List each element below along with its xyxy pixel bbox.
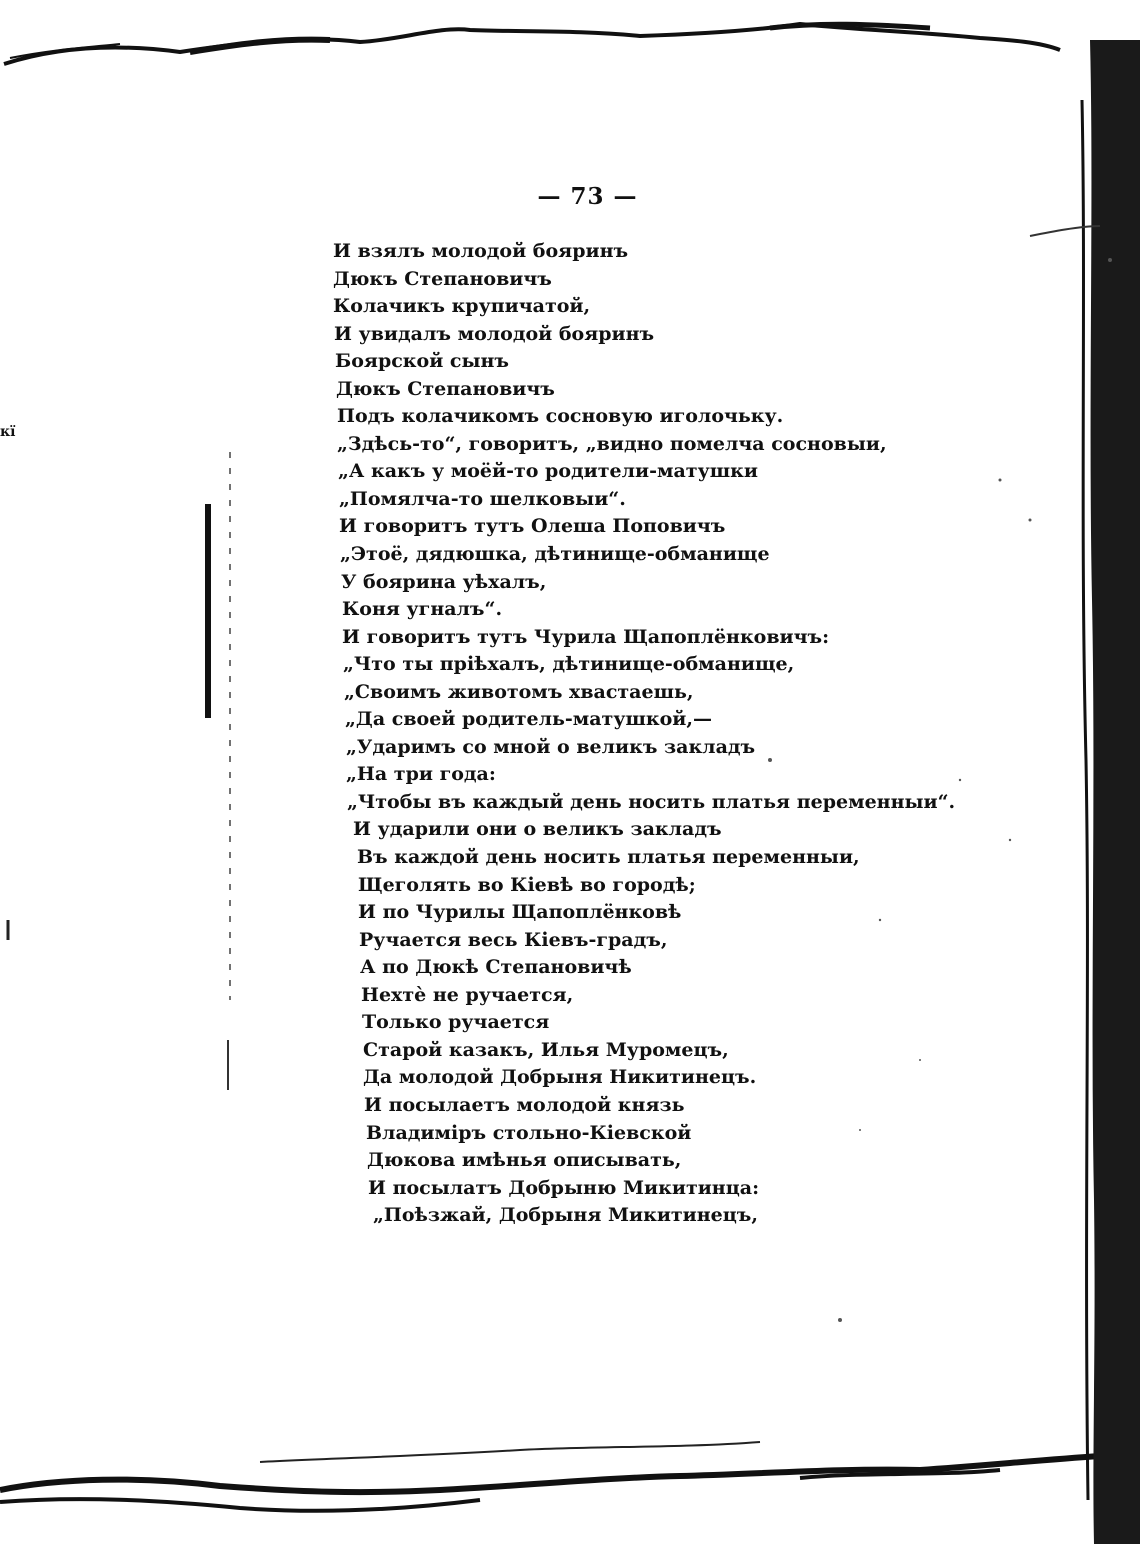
verse-line: „Ударимъ со мной о великъ закладъ [346,735,756,758]
poem-text [333,238,955,1230]
verse-line: „Поѣзжай, Добрыня Микитинецъ, [373,1204,759,1227]
verse-line: „Чтобы въ каждый день носить платья переменныи“. [347,790,956,813]
verse-line: И посылаетъ молодой князь [364,1093,685,1116]
verse-line: Дюкова имѣнья описывать, [367,1149,682,1172]
verse-line: „А какъ у моёй-то родители-матушки [338,460,758,483]
verse-line: Коня угналъ“. [342,598,503,621]
verse-line: „Здѣсь-то“, говоритъ, „видно помелча сосновыи, [337,432,887,455]
verse-line: И говоритъ тутъ Олеша Поповичъ [339,515,726,538]
verse-line: Боярской сынъ [335,350,509,373]
verse-line: Колачикъ крупичатой, [333,295,591,318]
verse-line: И ударили они о великъ закладъ [353,818,722,841]
page-number: — 73 — [537,183,638,210]
verse-line: И взялъ молодой бояринъ [333,240,629,262]
verse-line: „На три года: [346,763,496,786]
verse-line: Въ каждой день носить платья переменныи, [357,846,860,869]
verse-line: „Да своей родитель-матушкой,— [345,708,713,731]
verse-line: „Что ты пріѣхалъ, дѣтинище-обманище, [343,653,795,676]
verse-line: И по Чурилы Щапоплёнковѣ [358,901,682,924]
verse-line: Нехтѐ не ручается, [361,983,574,1006]
verse-line: И говоритъ тутъ Чурила Щапоплёнковичъ: [342,625,830,648]
verse-line: Только ручается [362,1011,550,1034]
verse-line: Подъ колачикомъ сосновую иголочьку. [337,405,784,428]
verse-line: Дюкъ Степановичъ [336,377,555,400]
verse-line: „Своимъ животомъ хвастаешь, [344,680,694,703]
verse-line: Да молодой Добрыня Никитинецъ. [363,1066,757,1089]
margin-mark: кї [0,424,16,440]
verse-line: Ручается весь Кіевъ-градъ, [359,928,668,951]
margin-bracket [205,504,211,718]
verse-line: И посылатъ Добрыню Микитинца: [368,1176,760,1199]
verse-line: Щеголять во Кіевѣ во городѣ; [358,873,696,896]
verse-line: „Помялча-то шелковыи“. [339,487,626,510]
verse-line: И увидалъ молодой бояринъ [334,322,655,345]
verse-line: Старой казакъ, Илья Муромецъ, [363,1038,729,1061]
verse-line: „Этоё, дядюшка, дѣтинище-обманище [340,543,770,566]
verse-line: Владиміръ стольно-Кіевской [366,1121,692,1144]
verse-line: А по Дюкѣ Степановичѣ [360,956,632,979]
verse-line: У боярина уѣхалъ, [341,570,547,593]
right-binding-edge [1090,40,1140,1544]
verse-line: Дюкъ Степановичъ [333,267,552,290]
